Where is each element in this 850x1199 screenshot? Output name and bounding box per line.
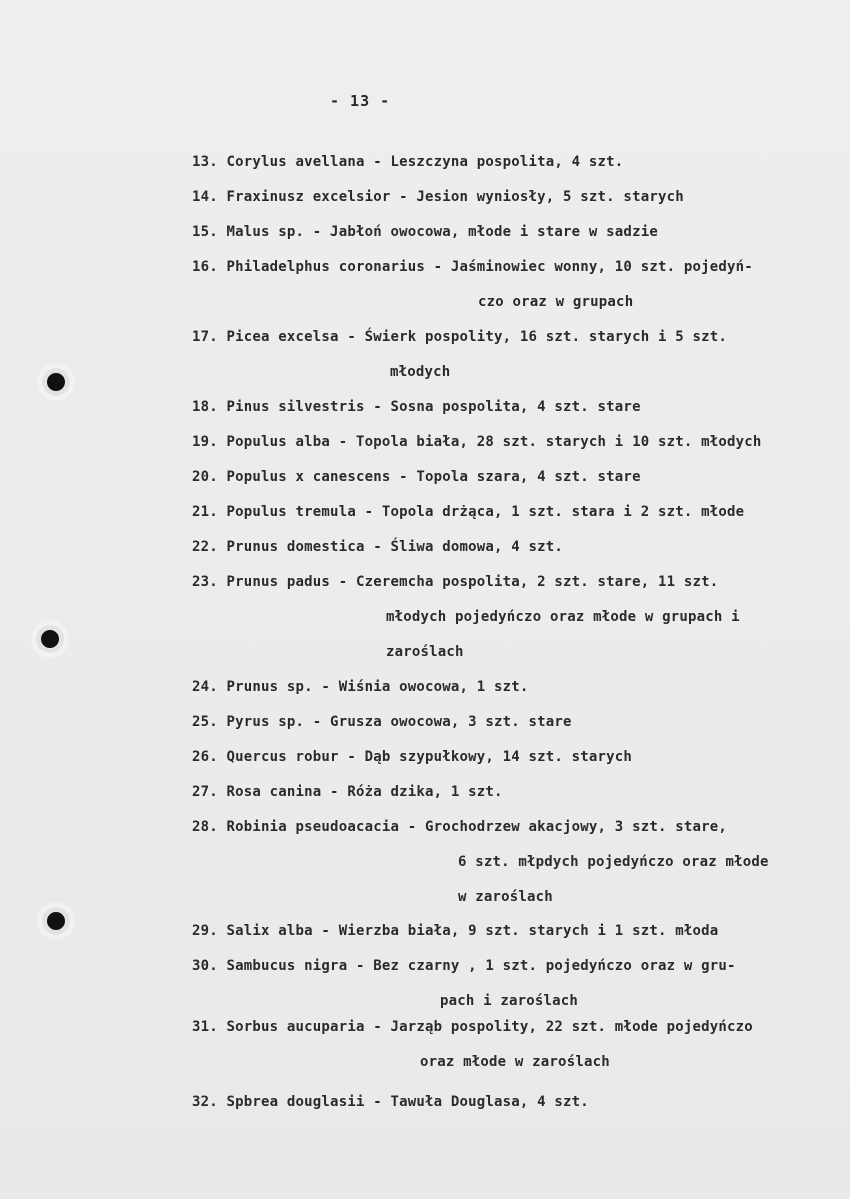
list-item-continuation: zaroślach xyxy=(386,644,464,660)
list-item: 19. Populus alba - Topola biała, 28 szt. starych i 10 szt. młodych xyxy=(192,434,762,450)
list-item: 16. Philadelphus coronarius - Jaśminowiec wonny, 10 szt. pojedyń- xyxy=(192,259,753,275)
list-item: 28. Robinia pseudoacacia - Grochodrzew akacjowy, 3 szt. stare, xyxy=(192,819,727,835)
list-item: 23. Prunus padus - Czeremcha pospolita, 2 szt. stare, 11 szt. xyxy=(192,574,719,590)
list-item: 25. Pyrus sp. - Grusza owocowa, 3 szt. stare xyxy=(192,714,572,730)
list-item: 13. Corylus avellana - Leszczyna pospolita, 4 szt. xyxy=(192,154,624,170)
list-item-continuation: młodych pojedyńczo oraz młode w grupach i xyxy=(386,609,740,625)
list-item-continuation: czo oraz w grupach xyxy=(478,294,634,310)
list-item: 26. Quercus robur - Dąb szypułkowy, 14 szt. starych xyxy=(192,749,633,765)
list-item-continuation: pach i zaroślach xyxy=(440,993,579,1009)
list-item-continuation: oraz młode w zaroślach xyxy=(420,1054,610,1070)
list-item-continuation: 6 szt. młpdych pojedyńczo oraz młode xyxy=(458,854,769,870)
punch-hole xyxy=(47,373,65,391)
list-item: 31. Sorbus aucuparia - Jarząb pospolity, 22 szt. młode pojedyńczo xyxy=(192,1019,753,1035)
list-item-continuation: w zaroślach xyxy=(458,889,553,905)
page-number: - 13 - xyxy=(330,92,391,110)
list-item: 30. Sambucus nigra - Bez czarny , 1 szt. pojedyńczo oraz w gru- xyxy=(192,958,736,974)
list-item: 18. Pinus silvestris - Sosna pospolita, 4 szt. stare xyxy=(192,399,641,415)
list-item: 29. Salix alba - Wierzba biała, 9 szt. starych i 1 szt. młoda xyxy=(192,923,719,939)
punch-hole xyxy=(47,912,65,930)
list-item: 22. Prunus domestica - Śliwa domowa, 4 szt. xyxy=(192,539,564,555)
list-item: 20. Populus x canescens - Topola szara, 4 szt. stare xyxy=(192,469,641,485)
list-item: 24. Prunus sp. - Wiśnia owocowa, 1 szt. xyxy=(192,679,529,695)
list-item-continuation: młodych xyxy=(390,364,451,380)
list-item: 21. Populus tremula - Topola drżąca, 1 szt. stara i 2 szt. młode xyxy=(192,504,745,520)
list-item: 17. Picea excelsa - Świerk pospolity, 16 szt. starych i 5 szt. xyxy=(192,329,727,345)
punch-hole xyxy=(41,630,59,648)
list-item: 32. Spbrea douglasii - Tawuła Douglasa, 4 szt. xyxy=(192,1094,589,1110)
list-item: 27. Rosa canina - Róża dzika, 1 szt. xyxy=(192,784,503,800)
list-item: 15. Malus sp. - Jabłoń owocowa, młode i stare w sadzie xyxy=(192,224,658,240)
list-item: 14. Fraxinusz excelsior - Jesion wyniosły, 5 szt. starych xyxy=(192,189,684,205)
